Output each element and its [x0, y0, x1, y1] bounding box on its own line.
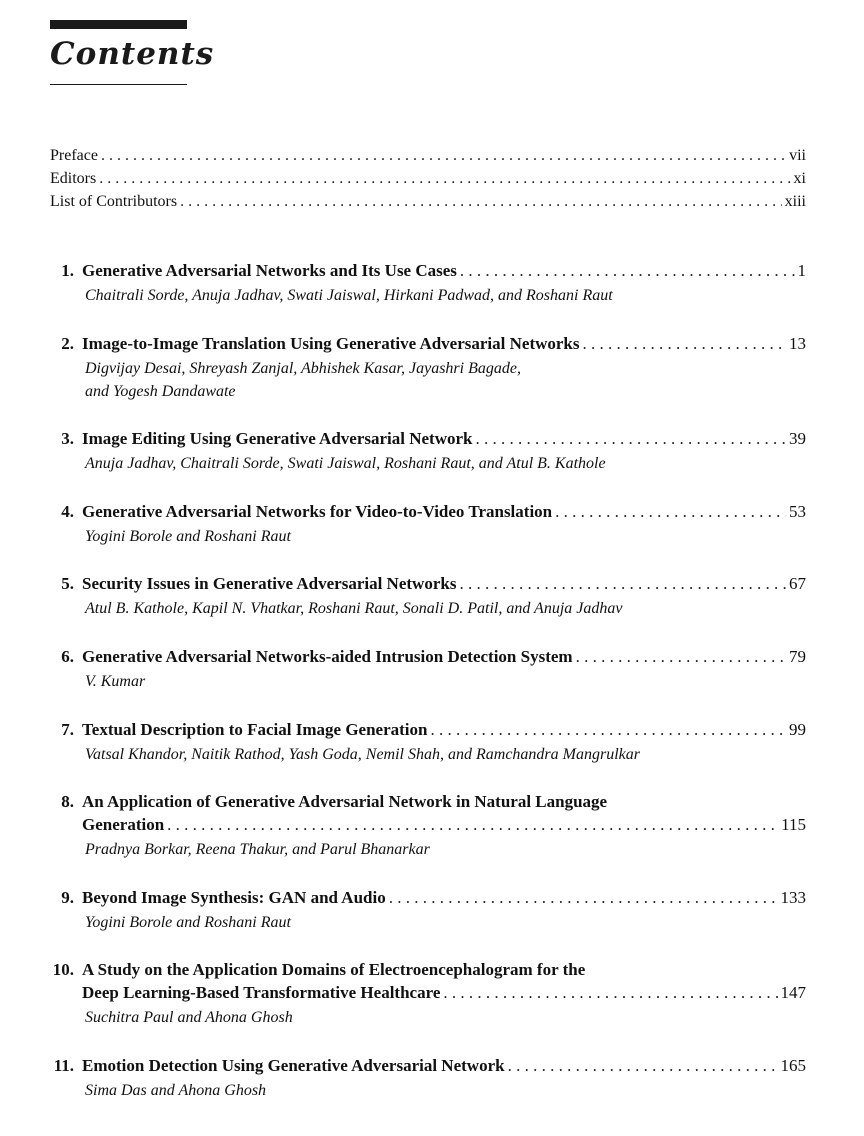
dot-leader [459, 574, 786, 594]
toc-chapter-5[interactable] [48, 574, 806, 620]
chapter-authors: Suchitra Paul and Ahona Ghosh [85, 1009, 293, 1026]
dot-leader [99, 170, 790, 188]
page-title: Contents [50, 36, 215, 72]
chapter-authors: Sima Das and Ahona Ghosh [85, 1082, 267, 1099]
chapter-title: Beyond Image Synthesis: GAN and Audio [82, 888, 386, 907]
chapter-title-continued: Generation [82, 815, 165, 834]
toc-chapter-2[interactable] [48, 334, 806, 403]
dot-leader [101, 147, 786, 165]
chapter-number: 7. [61, 720, 74, 739]
title-rule [50, 84, 187, 85]
chapter-page-number: 67 [789, 574, 806, 593]
toc-entry-label: Editors [50, 170, 97, 187]
chapter-page-number: 39 [789, 429, 806, 448]
chapter-authors: Atul B. Kathole, Kapil N. Vhatkar, Roshani Raut, Sonali D. Patil, and Anuja Jadhav [85, 600, 623, 617]
chapter-title: Image-to-Image Translation Using Generative Adversarial Networks [82, 334, 580, 353]
chapter-authors: Digvijay Desai, Shreyash Zanjal, Abhishek Kasar, Jayashri Bagade, [85, 360, 521, 377]
chapter-title: Emotion Detection Using Generative Adversarial Network [82, 1056, 505, 1075]
dot-leader [443, 983, 777, 1003]
chapter-title: Image Editing Using Generative Adversarial Network [82, 429, 473, 448]
toc-frontmatter-preface[interactable] [50, 147, 806, 169]
chapter-page-number: 1 [797, 261, 806, 280]
toc-page-number: xi [793, 170, 806, 187]
chapter-page-number: 13 [789, 334, 806, 353]
dot-leader [460, 261, 795, 281]
dot-leader [476, 429, 787, 449]
chapter-number: 8. [61, 792, 74, 811]
toc-chapter-10[interactable] [48, 960, 806, 1029]
dot-leader [583, 334, 786, 354]
toc-chapter-1[interactable] [48, 261, 806, 307]
chapter-number: 3. [61, 429, 74, 448]
chapter-authors: Pradnya Borkar, Reena Thakur, and Parul Bhanarkar [85, 841, 430, 858]
chapter-page-number: 165 [780, 1056, 806, 1075]
chapter-page-number: 133 [780, 888, 806, 907]
toc-chapter-9[interactable] [48, 888, 806, 934]
chapter-authors: Yogini Borole and Roshani Raut [85, 528, 291, 545]
chapter-authors: Chaitrali Sorde, Anuja Jadhav, Swati Jaiswal, Hirkani Padwad, and Roshani Raut [85, 287, 613, 304]
chapter-authors: and Yogesh Dandawate [85, 383, 236, 400]
chapter-title: Generative Adversarial Networks-aided Intrusion Detection System [82, 647, 573, 666]
toc-page-number: xiii [784, 193, 806, 210]
chapter-number: 10. [52, 960, 74, 979]
toc-chapter-8[interactable] [48, 792, 806, 861]
chapter-page-number: 53 [789, 502, 806, 521]
toc-frontmatter-editors[interactable] [50, 170, 806, 192]
dot-leader [576, 647, 786, 667]
dot-leader [389, 888, 778, 908]
chapter-page-number: 79 [789, 647, 806, 666]
chapter-title: Generative Adversarial Networks and Its Use Cases [82, 261, 457, 280]
header-bar [50, 20, 187, 29]
chapter-authors: V. Kumar [85, 673, 146, 690]
dot-leader [508, 1056, 778, 1076]
chapter-title: Security Issues in Generative Adversarial Networks [82, 574, 457, 593]
chapter-title: A Study on the Application Domains of Electroencephalogram for the [82, 960, 586, 979]
toc-entry-label: List of Contributors [50, 193, 178, 210]
chapter-title: An Application of Generative Adversarial Network in Natural Language [82, 792, 608, 811]
chapter-authors: Anuja Jadhav, Chaitrali Sorde, Swati Jaiswal, Roshani Raut, and Atul B. Kathole [85, 455, 606, 472]
toc-chapter-6[interactable] [48, 647, 806, 693]
toc-chapter-11[interactable] [48, 1056, 806, 1102]
chapter-title: Textual Description to Facial Image Generation [82, 720, 428, 739]
toc-chapter-3[interactable] [48, 429, 806, 475]
chapter-authors: Vatsal Khandor, Naitik Rathod, Yash Goda, Nemil Shah, and Ramchandra Mangrulkar [85, 746, 640, 763]
dot-leader [167, 815, 778, 835]
chapter-number: 4. [61, 502, 74, 521]
chapter-number: 11. [53, 1056, 74, 1075]
toc-page-number: vii [789, 147, 806, 164]
dot-leader [180, 193, 782, 211]
chapter-title: Generative Adversarial Networks for Video-to-Video Translation [82, 502, 553, 521]
chapter-number: 2. [61, 334, 74, 353]
chapter-page-number: 147 [780, 983, 806, 1002]
dot-leader [430, 720, 786, 740]
chapter-page-number: 99 [789, 720, 806, 739]
toc-frontmatter-contributors[interactable] [50, 193, 806, 215]
chapter-page-number: 115 [781, 815, 806, 834]
chapter-number: 9. [61, 888, 74, 907]
toc-chapter-4[interactable] [48, 502, 806, 548]
chapter-number: 6. [61, 647, 74, 666]
dot-leader [555, 502, 786, 522]
toc-chapter-7[interactable] [48, 720, 806, 766]
chapter-authors: Yogini Borole and Roshani Raut [85, 914, 291, 931]
chapter-number: 1. [61, 261, 74, 280]
toc-entry-label: Preface [50, 147, 98, 164]
chapter-number: 5. [61, 574, 74, 593]
chapter-title-continued: Deep Learning-Based Transformative Healthcare [82, 983, 441, 1002]
